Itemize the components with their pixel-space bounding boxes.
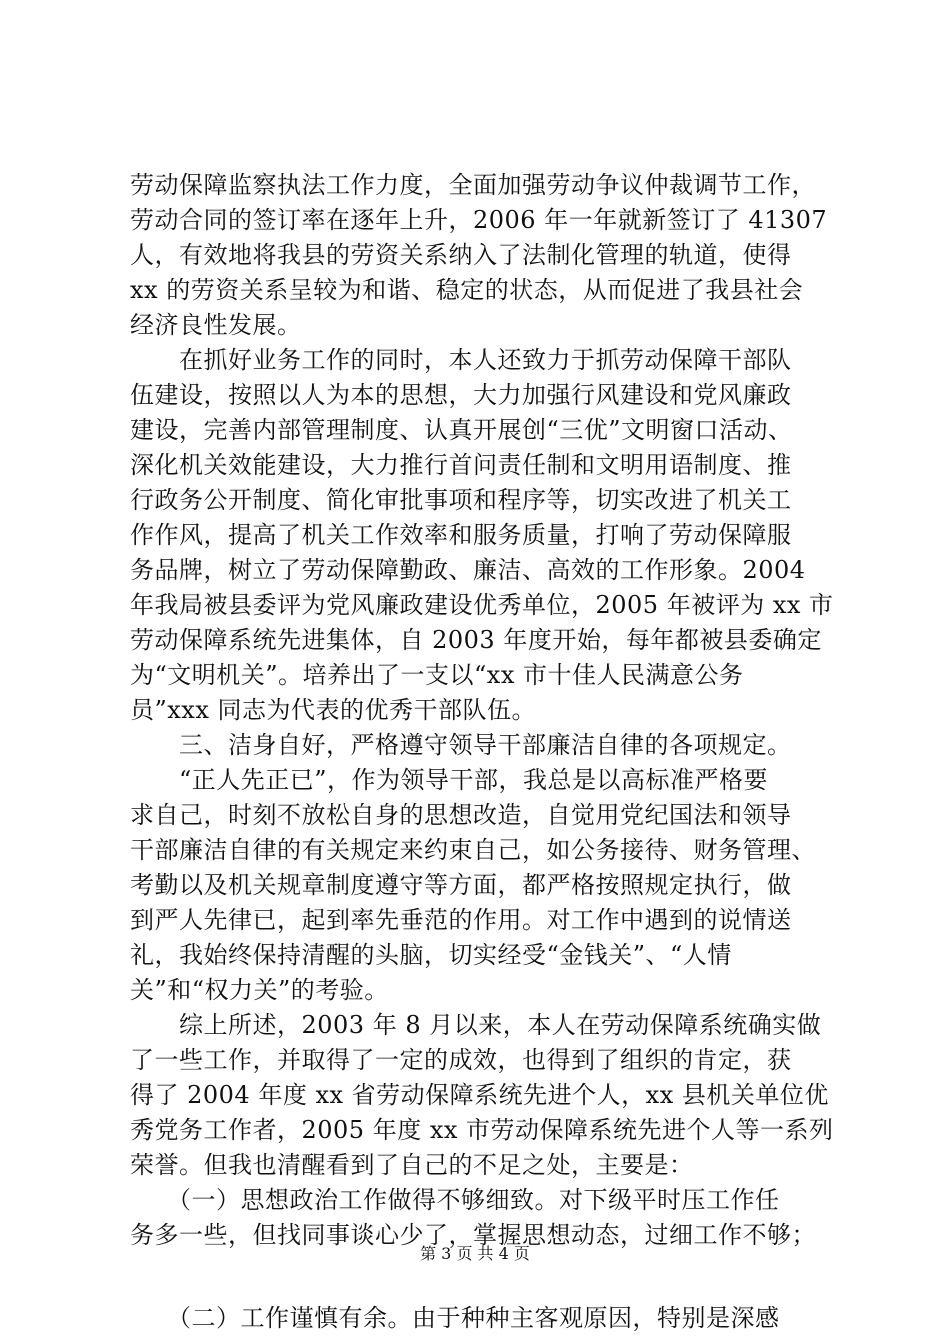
page-footer: 第 3 页 共 4 页 [420, 1244, 530, 1263]
text-line-16: 员”xxx 同志为代表的优秀干部队伍。 [130, 696, 537, 724]
text-line-15: 为“文明机关”。培养出了一支以“xx 市十佳人民满意公务 [130, 661, 744, 689]
text-line-25: 综上所述，2003 年 8 月以来，本人在劳动保障系统确实做 [130, 1011, 822, 1039]
text-line-8: 建设，完善内部管理制度、认真开展创“三优”文明窗口活动、 [130, 416, 793, 444]
text-line-4: xx 的劳资关系呈较为和谐、稳定的状态，从而促进了我县社会 [130, 276, 804, 304]
text-line-32: （二）工作谨慎有余。由于种种主客观原因，特别是深感 [130, 1304, 780, 1332]
text-line-14: 劳动保障系统先进集体，自 2003 年度开始，每年都被县委确定 [130, 626, 822, 654]
text-line-31: 务多一些，但找同事谈心少了，掌握思想动态，过细工作不够； [130, 1221, 816, 1249]
text-line-17: 三、洁身自好，严格遵守领导干部廉洁自律的各项规定。 [130, 731, 792, 759]
text-line-1: 劳动保障监察执法工作力度，全面加强劳动争议仲裁调节工作， [130, 171, 816, 199]
document-body [130, 168, 834, 1336]
text-line-10: 行政务公开制度、简化审批事项和程序等，切实改进了机关工 [130, 486, 792, 514]
text-line-6: 在抓好业务工作的同时，本人还致力于抓劳动保障干部队 [130, 346, 792, 374]
text-line-19: 求自己，时刻不放松自身的思想改造，自觉用党纪国法和领导 [130, 801, 792, 829]
text-line-24: 关”和“权力关”的考验。 [130, 976, 389, 1004]
text-line-9: 深化机关效能建设，大力推行首问责任制和文明用语制度、推 [130, 451, 792, 479]
text-line-23: 礼，我始终保持清醒的头脑，切实经受“金钱关”、“人情 [130, 941, 732, 969]
text-line-22: 到严人先律已，起到率先垂范的作用。对工作中遇到的说情送 [130, 906, 792, 934]
text-line-13: 年我局被县委评为党风廉政建设优秀单位，2005 年被评为 xx 市 [130, 591, 834, 619]
text-line-11: 作作风，提高了机关工作效率和服务质量，打响了劳动保障服 [130, 521, 792, 549]
text-line-7: 伍建设，按照以人为本的思想，大力加强行风建设和党风廉政 [130, 381, 792, 409]
text-line-20: 干部廉洁自律的有关规定来约束自己，如公务接待、财务管理、 [130, 836, 816, 864]
text-line-29: 荣誉。但我也清醒看到了自己的不足之处，主要是： [130, 1151, 694, 1179]
text-line-2: 劳动合同的签订率在逐年上升，2006 年一年就新签订了 41307 [130, 206, 828, 234]
text-line-27: 得了 2004 年度 xx 省劳动保障系统先进个人，xx 县机关单位优 [130, 1081, 829, 1109]
text-line-28: 秀党务工作者，2005 年度 xx 市劳动保障系统先进个人等一系列 [130, 1116, 834, 1144]
text-line-12: 务品牌，树立了劳动保障勤政、廉洁、高效的工作形象。2004 [130, 556, 806, 584]
text-line-5: 经济良性发展。 [130, 311, 302, 339]
text-line-21: 考勤以及机关规章制度遵守等方面，都严格按照规定执行，做 [130, 871, 792, 899]
text-line-18: “正人先正已”，作为领导干部，我总是以高标准严格要 [130, 766, 769, 794]
text-line-30: （一）思想政治工作做得不够细致。对下级平时压工作任 [130, 1186, 780, 1214]
text-line-26: 了一些工作，并取得了一定的成效，也得到了组织的肯定，获 [130, 1046, 792, 1074]
text-line-3: 人，有效地将我县的劳资关系纳入了法制化管理的轨道，使得 [130, 241, 792, 269]
